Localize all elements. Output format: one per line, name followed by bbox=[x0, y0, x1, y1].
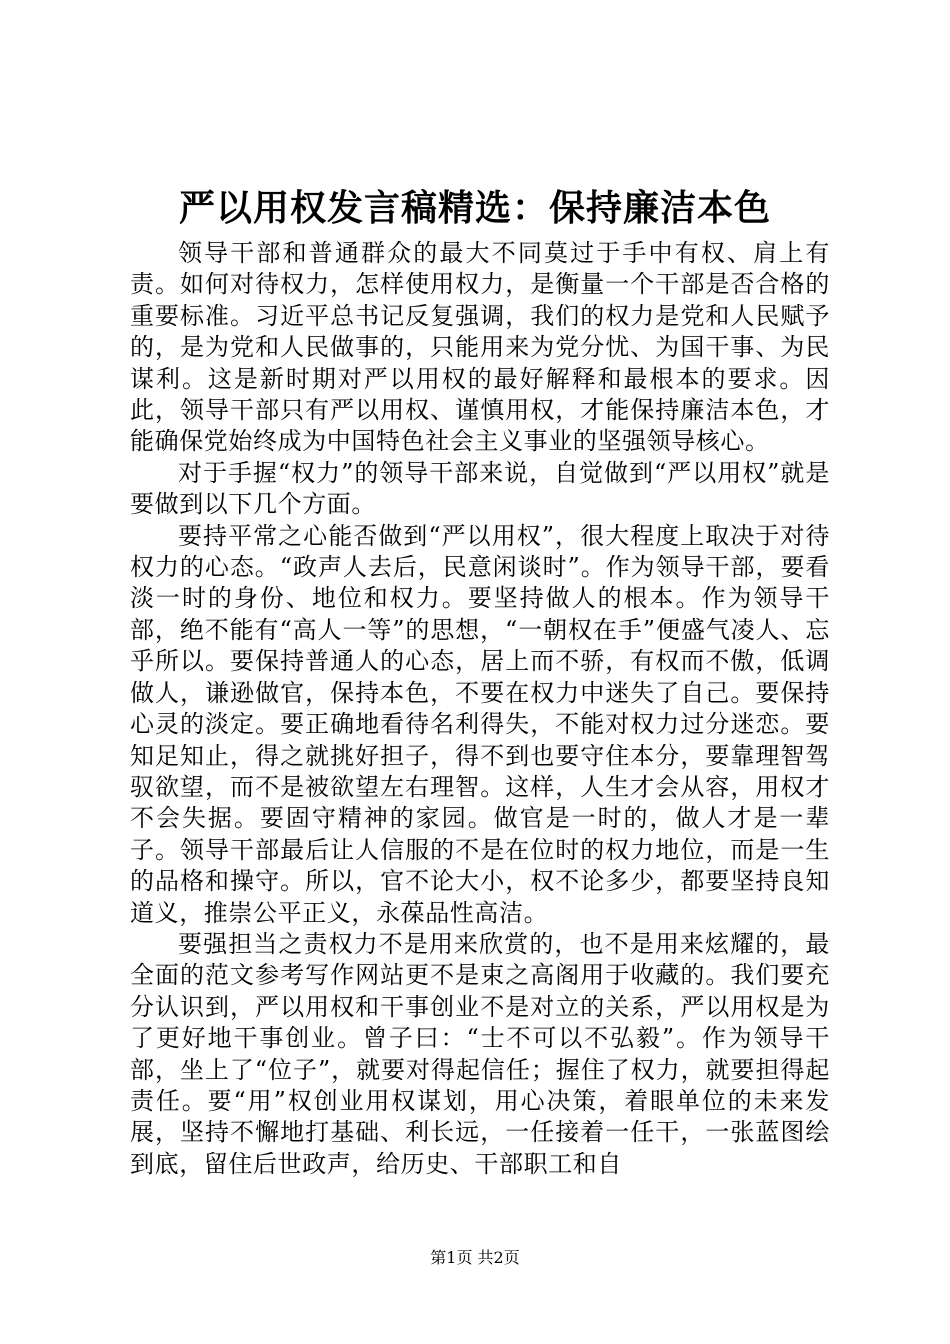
page-footer: 第1页 共2页 bbox=[430, 1248, 520, 1267]
document-body bbox=[130, 238, 830, 1180]
paragraph: 领导干部和普通群众的最大不同莫过于手中有权、肩上有责。如何对待权力，怎样使用权力，是衡量一个干部是否合格的重要标准。习近平总书记反复强调，我们的权力是党和人民赋予的，是为党和人民做事的，只能用来为党分忧、为国干事、为民谋利。这是新时期对严以用权的最好解释和最根本的要求。因此，领导干部只有严以用权、谨慎用权，才能保持廉洁本色，才能确保党始终成为中国特色社会主义事业的坚强领导核心。 bbox=[130, 239, 830, 456]
document-title: 严以用权发言稿精选：保持廉洁本色 bbox=[178, 187, 771, 229]
paragraph: 对于手握“权力”的领导干部来说，自觉做到“严以用权”就是要做到以下几个方面。 bbox=[130, 458, 830, 519]
paragraph: 要持平常之心能否做到“严以用权”，很大程度上取决于对待权力的心态。“政声人去后，民意闲谈时”。作为领导干部，要看淡一时的身份、地位和权力。要坚持做人的根本。作为领导干部，绝不能有“高人一等”的思想，“一朝权在手”便盛气凌人、忘乎所以。要保持普通人的心态，居上而不骄，有权而不傲，低调做人，谦逊做官，保持本色，不要在权力中迷失了自己。要保持心灵的淡定。要正确地看待名利得失，不能对权力过分迷恋。要知足知止，得之就挑好担子，得不到也要守住本分，要靠理智驾驭欲望，而不是被欲望左右理智。这样，人生才会从容，用权才不会失据。要固守精神的家园。做官是一时的，做人才是一辈子。领导干部最后让人信服的不是在位时的权力地位，而是一生的品格和操守。所以，官不论大小，权不论多少，都要坚持良知道义，推崇公平正义，永葆品性高洁。 bbox=[130, 521, 830, 927]
paragraph: 要强担当之责权力不是用来欣赏的，也不是用来炫耀的，最全面的范文参考写作网站更不是束之高阁用于收藏的。我们要充分认识到，严以用权和干事创业不是对立的关系，严以用权是为了更好地干事创业。曾子曰：“士不可以不弘毅”。作为领导干部，坐上了“位子”，就要对得起信任；握住了权力，就要担得起责任。要“用”权创业用权谋划，用心决策，着眼单位的未来发展，坚持不懈地打基础、利长远，一任接着一任干，一张蓝图绘到底，留住后世政声，给历史、干部职工和自 bbox=[130, 929, 830, 1178]
